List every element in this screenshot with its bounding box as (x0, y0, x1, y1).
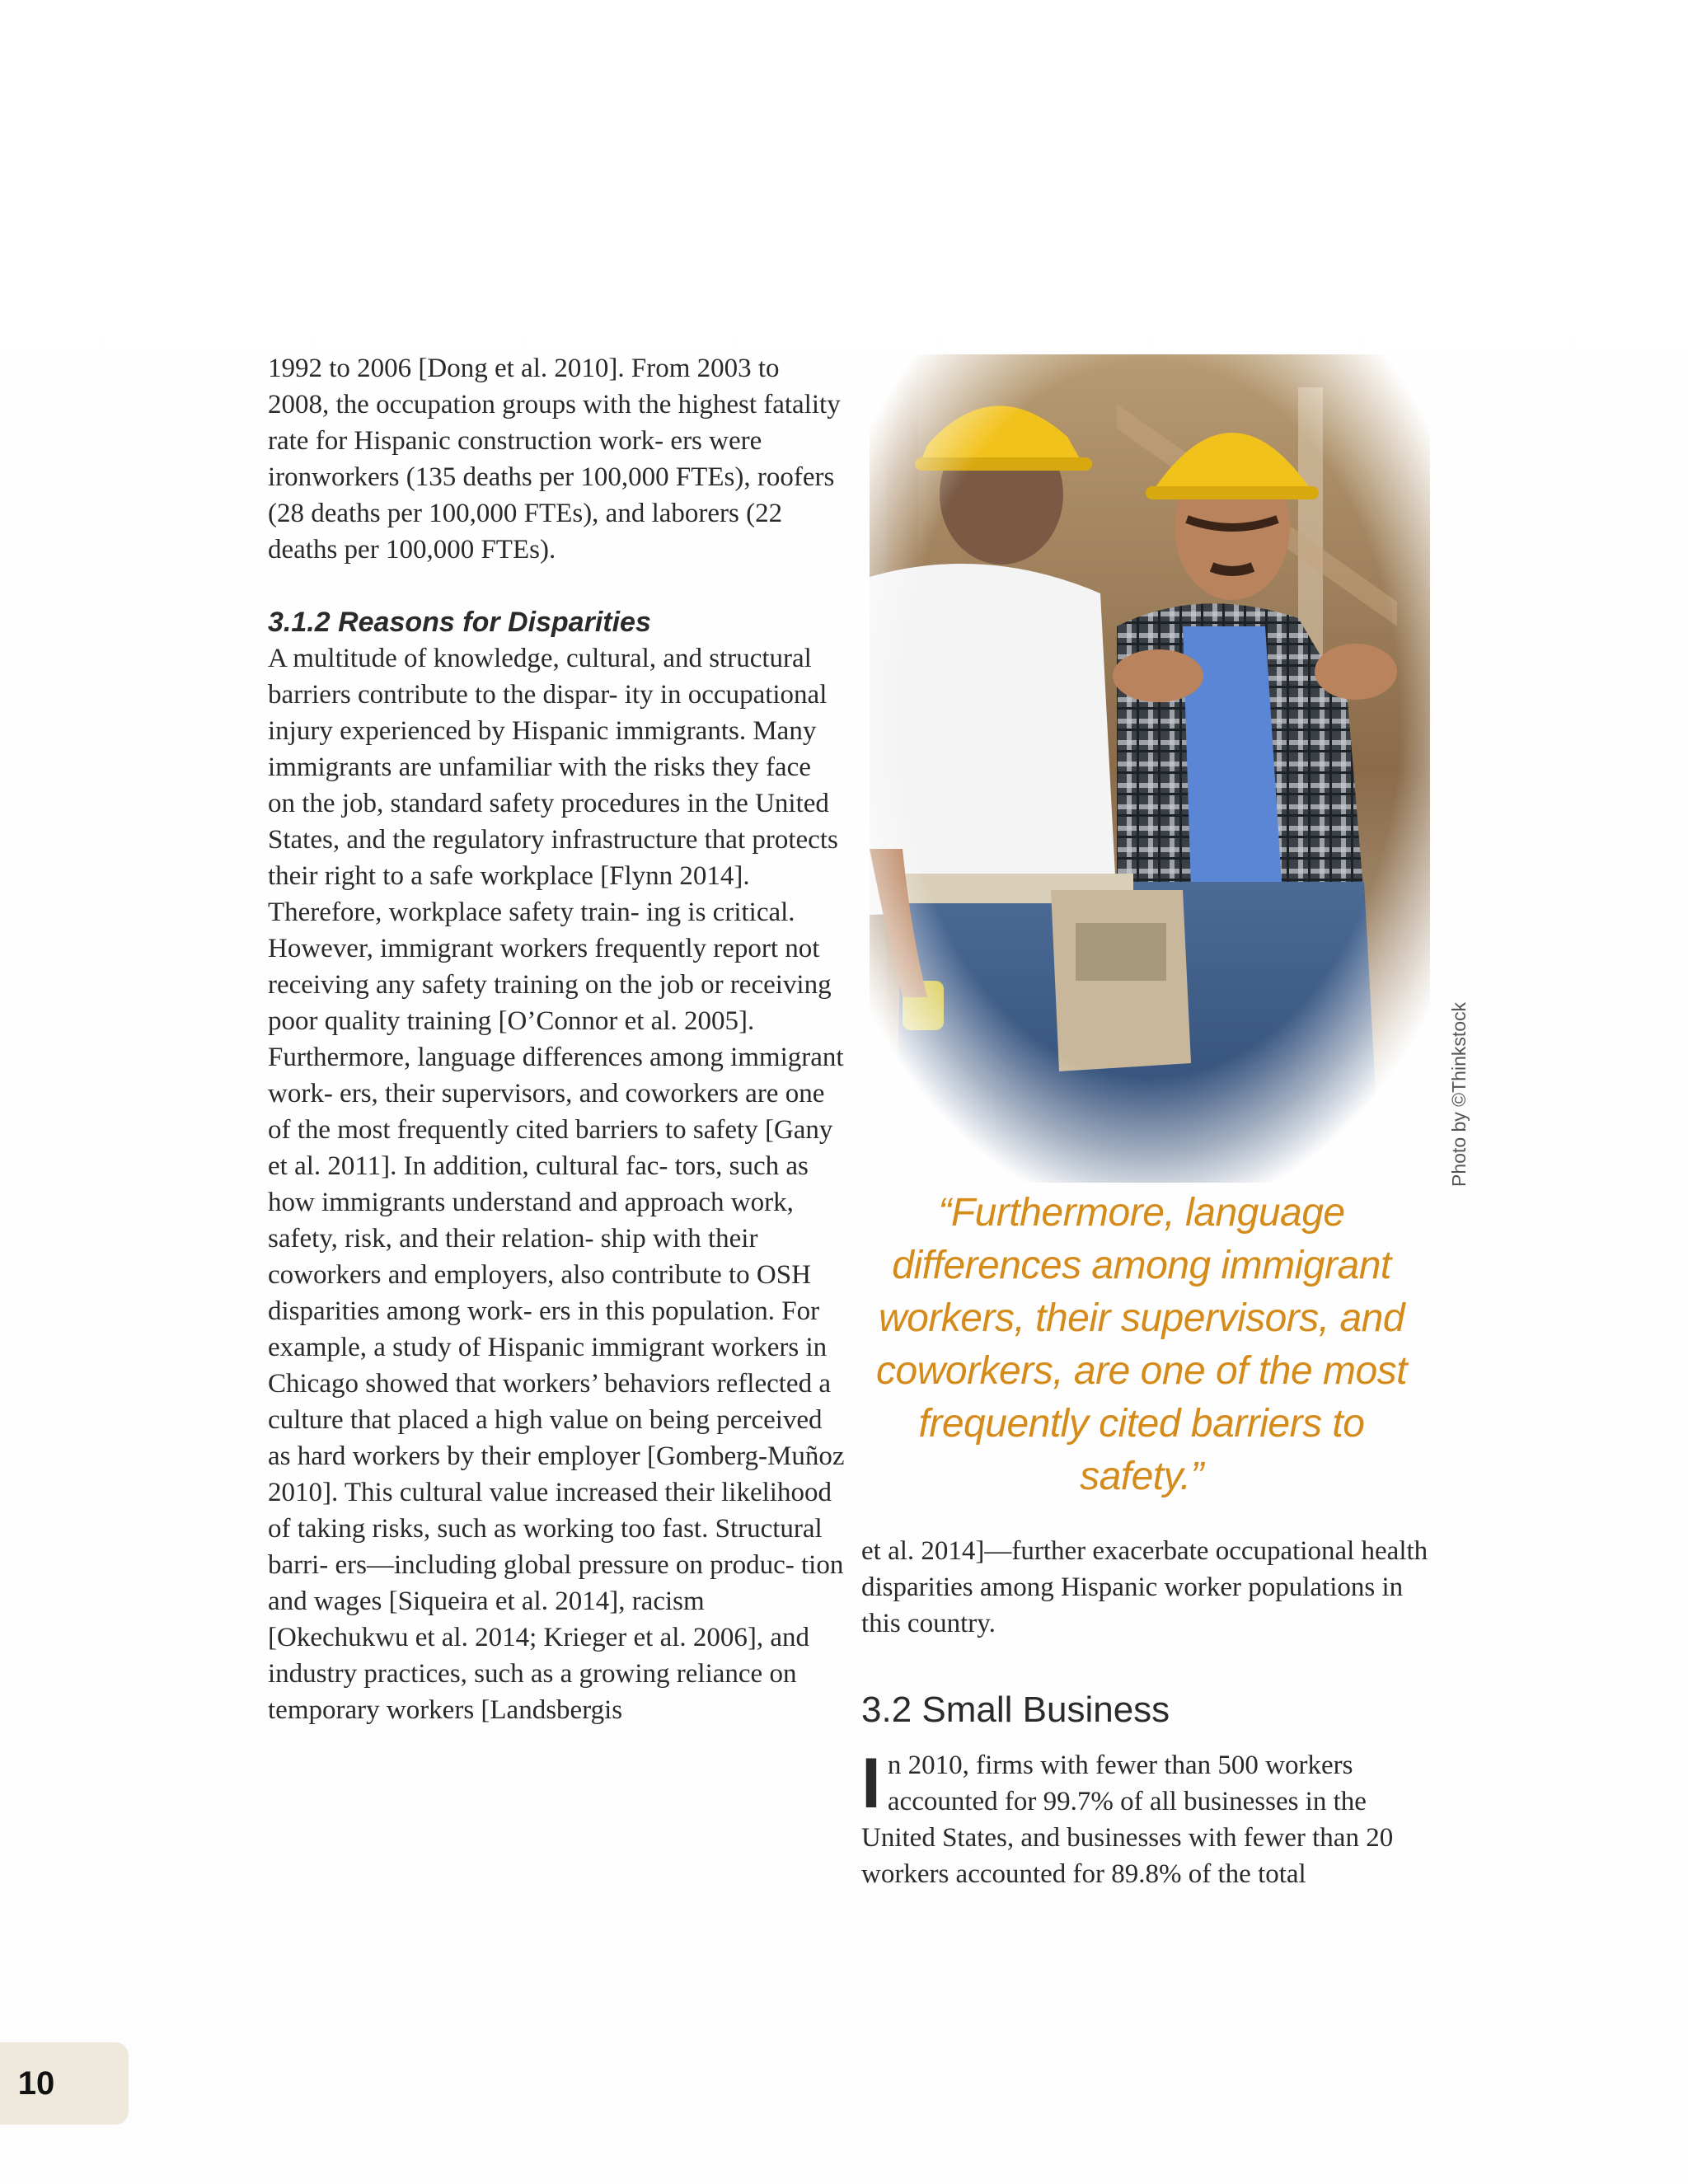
right-column-small-business (861, 1744, 1438, 1892)
construction-workers-photo (870, 354, 1430, 1183)
body-paragraph-continuation: et al. 2014]—further exacerbate occupational health disparities among Hispanic worker populations in this country. (861, 1536, 1428, 1638)
subheading-reasons-for-disparities: 3.1.2 Reasons for Disparities (268, 607, 651, 638)
drop-cap: I (861, 1744, 881, 1823)
body-paragraph-small-business: n 2010, firms with fewer than 500 workers accounted for 99.7% of all businesses in the United States, and businesses with fewer than 20 workers accounted for 89.8% of the total (861, 1750, 1394, 1889)
photo-credit: Photo by ©Thinkstock (1448, 1001, 1470, 1187)
left-column (268, 350, 845, 1728)
pull-quote: “Furthermore, language differences among immigrant workers, their supervisors, and coworkers, are one of the most frequently cited barriers to safety.” (876, 1191, 1407, 1498)
body-paragraph-1: 1992 to 2006 [Dong et al. 2010]. From 2003 to 2008, the occupation groups with the highest fatality rate for Hispanic construction work- ers were ironworkers (135 deaths per 100,000 FTEs), roofers (28 deaths per 100,000 FTEs), and laborers (22 deaths per 100,000 FTEs). (268, 354, 841, 565)
right-column-continuation (861, 1533, 1438, 1642)
body-paragraph-2: A multitude of knowledge, cultural, and structural barriers contribute to the dispar- ity in occupational injury experienced by Hispanic immigrants. Many immigrants are unfamiliar with the risks they face on the job, standard safety procedures in the United States, and the regulatory infrastructure that protects their right to a safe workplace [Flynn 2014]. Therefore, workplace safety train- ing is critical. However, immigrant workers frequently report not receiving any safety training on the job or receiving poor quality training [O’Connor et al. 2005]. Furthermore, language differences among immigrant work- ers, their supervisors, and coworkers are one of the most frequently cited barriers to safety [Gany et al. 2011]. In addition, cultural fac- tors, such as how immigrants understand and approach work, safety, risk, and their relation- ship with their coworkers and employers, also contribute to OSH disparities among work- ers in this population. For example, a study of Hispanic immigrant workers in Chicago showed that workers’ behaviors reflected a culture that placed a high value on being perceived as hard workers by their employer [Gomberg-Muñoz 2010]. This cultural value increased their likelihood of taking risks, such as working too fast. Structural barri- ers—including global pressure on produc- tion and wages [Siqueira et al. 2014], racism [Okechukwu et al. 2014; Krieger et al. 2006], and industry practices, such as a growing reliance on temporary workers [Landsbergis (268, 644, 845, 1725)
section-title-small-business: 3.2 Small Business (861, 1690, 1170, 1730)
page-number: 10 (17, 2065, 55, 2102)
